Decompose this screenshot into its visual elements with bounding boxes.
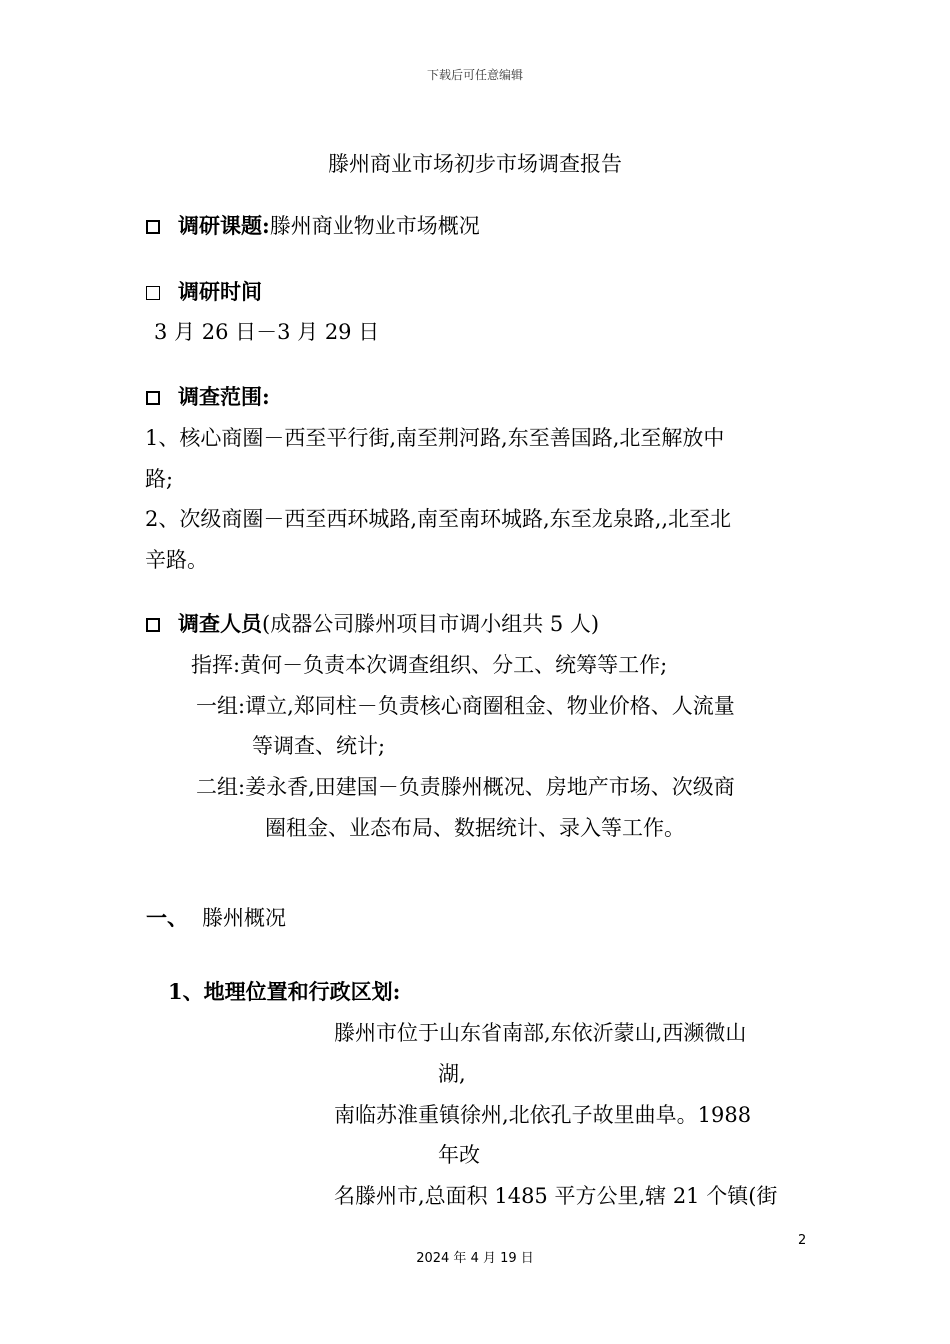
scope-line-2: 2、次级商圈－西至西环城路,南至南环城路,东至龙泉路,,北至北 — [145, 507, 732, 531]
scope-line-1b: 路; — [145, 467, 174, 491]
checkbox-icon — [146, 391, 160, 405]
staff-label: 调查人员 — [178, 611, 262, 636]
footer-date: 2024 年 4 月 19 日 — [416, 1251, 534, 1266]
staff-note: (成器公司滕州项目市调小组共 5 人) — [262, 612, 600, 636]
staff-lead: 指挥:黄何－负责本次调查组织、分工、统筹等工作; — [191, 653, 668, 677]
paragraph-line-3: 名滕州市,总面积 1485 平方公里,辖 21 个镇(街 — [334, 1184, 778, 1208]
section-title: 滕州概况 — [202, 906, 286, 930]
time-label: 调研时间 — [178, 279, 262, 304]
section-number: 一、 — [146, 905, 188, 930]
paragraph-line-1: 滕州市位于山东省南部,东依沂蒙山,西濒微山 — [334, 1021, 747, 1045]
scope-line-2b: 辛路。 — [145, 548, 208, 572]
paragraph-line-1b: 湖, — [438, 1062, 466, 1086]
checkbox-icon — [146, 618, 160, 632]
scope-line-1: 1、核心商圈－西至平行街,南至荆河路,东至善国路,北至解放中 — [145, 426, 725, 450]
staff-group-2b: 圈租金、业态布局、数据统计、录入等工作。 — [265, 816, 685, 840]
page-number: 2 — [798, 1233, 807, 1248]
topic-value: 滕州商业物业市场概况 — [269, 214, 480, 238]
checkbox-icon — [146, 220, 160, 234]
staff-heading — [146, 610, 599, 638]
time-heading — [146, 278, 262, 306]
subsection-title: 1、地理位置和行政区划: — [168, 979, 401, 1004]
staff-group-1: 一组:谭立,郑同柱－负责核心商圈租金、物业价格、人流量 — [196, 694, 735, 718]
staff-group-2: 二组:姜永香,田建国－负责滕州概况、房地产市场、次级商 — [196, 775, 735, 799]
time-value: 3 月 26 日－3 月 29 日 — [154, 320, 380, 344]
topic-line — [146, 212, 480, 240]
scope-heading — [146, 383, 270, 411]
document-title: 滕州商业市场初步市场调查报告 — [328, 152, 622, 176]
paragraph-line-2: 南临苏淮重镇徐州,北依孔子故里曲阜。1988 — [334, 1103, 752, 1127]
paragraph-line-2b: 年改 — [438, 1143, 480, 1167]
topic-label: 调研课题: — [178, 213, 270, 238]
staff-group-1b: 等调查、统计; — [252, 734, 386, 758]
scope-label: 调查范围: — [178, 384, 270, 409]
header-note: 下载后可任意编辑 — [426, 68, 523, 82]
checkbox-icon — [146, 286, 160, 300]
